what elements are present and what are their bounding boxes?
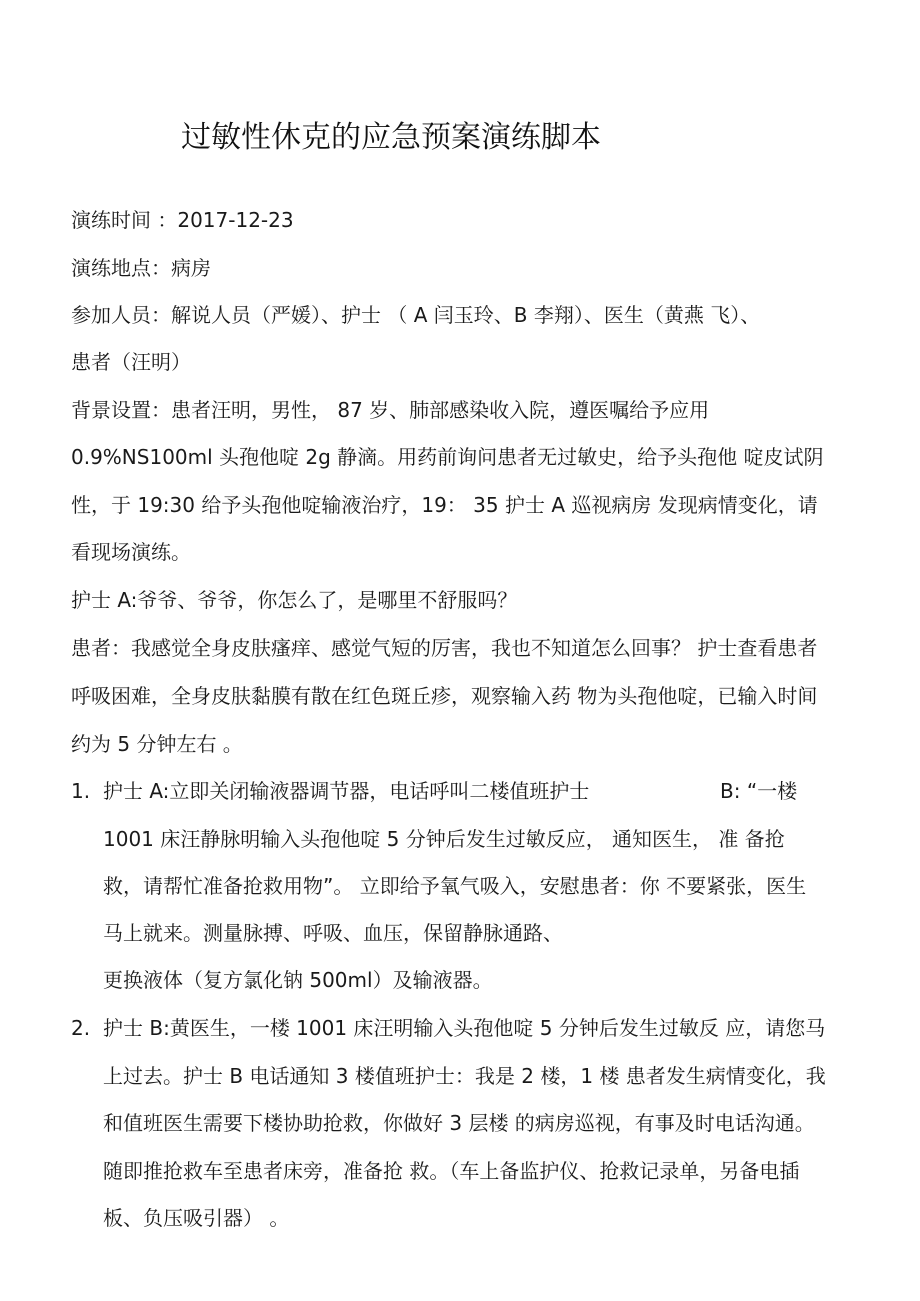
step-2-line-4: 随即推抢救车至患者床旁，准备抢 救。（车上备监护仪、抢救记录单，另备电插 bbox=[103, 1159, 800, 1183]
step-1-line-2: 1001 床汪静脉明输入头孢他啶 5 分钟后发生过敏反应， 通知医生， 准 备抢 bbox=[103, 827, 785, 851]
patient-dialogue-line-1: 患者：我感觉全身皮肤瘙痒、感觉气短的厉害，我也不知道怎么回事？ 护士查看患者 bbox=[71, 636, 818, 660]
step-1-number: 1. bbox=[71, 779, 91, 803]
step-1-line-1-tail: B: “一楼 bbox=[720, 779, 798, 803]
participants-line-1: 参加人员：解说人员（严媛）、护士 （ A 闫玉玲、B 李翔）、医生（黄燕 飞）、 bbox=[71, 303, 761, 327]
step-1-line-1: 护士 A:立即关闭输液器调节器，电话呼叫二楼值班护士 bbox=[103, 779, 590, 803]
document-title: 过敏性休克的应急预案演练脚本 bbox=[181, 120, 601, 155]
patient-dialogue-line-2: 呼吸困难，全身皮肤黏膜有散在红色斑丘疹，观察输入药 物为头孢他啶，已输入时间 bbox=[71, 684, 818, 708]
patient-dialogue-line-3: 约为 5 分钟左右 。 bbox=[71, 732, 243, 756]
participants-line-2: 患者（汪明） bbox=[71, 350, 191, 374]
step-2-number: 2. bbox=[71, 1016, 91, 1040]
step-2-line-1: 护士 B:黄医生，一楼 1001 床汪明输入头孢他啶 5 分钟后发生过敏反 应，请您马 bbox=[103, 1016, 826, 1040]
nurse-a-dialogue: 护士 A:爷爷、爷爷，你怎么了，是哪里不舒服吗？ bbox=[71, 588, 518, 612]
background-line-3: 性，于 19:30 给予头孢他啶输液治疗，19： 35 护士 A 巡视病房 发现病情变化，请 bbox=[71, 493, 818, 517]
step-2-line-2: 上过去。护士 B 电话通知 3 楼值班护士：我是 2 楼，1 楼 患者发生病情变化，我 bbox=[103, 1064, 826, 1088]
step-1-line-5: 更换液体（复方氯化钠 500ml）及输液器。 bbox=[103, 968, 493, 992]
step-1-line-3: 救，请帮忙准备抢救用物”。 立即给予氧气吸入，安慰患者：你 不要紧张，医生 bbox=[103, 874, 807, 898]
background-line-4: 看现场演练。 bbox=[71, 540, 191, 564]
step-1-line-4: 马上就来。测量脉搏、呼吸、血压，保留静脉通路、 bbox=[103, 921, 563, 945]
step-2-line-5: 板、负压吸引器） 。 bbox=[103, 1206, 290, 1230]
background-line-1: 背景设置：患者汪明，男性， 87 岁、肺部感染收入院，遵医嘱给予应用 bbox=[71, 398, 710, 422]
background-line-2: 0.9%NS100ml 头孢他啶 2g 静滴。用药前询问患者无过敏史，给予头孢他 啶皮试阴 bbox=[71, 445, 824, 469]
drill-location: 演练地点：病房 bbox=[71, 256, 211, 280]
step-2-line-3: 和值班医生需要下楼协助抢救，你做好 3 层楼 的病房巡视，有事及时电话沟通。 bbox=[103, 1111, 815, 1135]
drill-time: 演练时间 ：2017-12-23 bbox=[71, 208, 294, 232]
